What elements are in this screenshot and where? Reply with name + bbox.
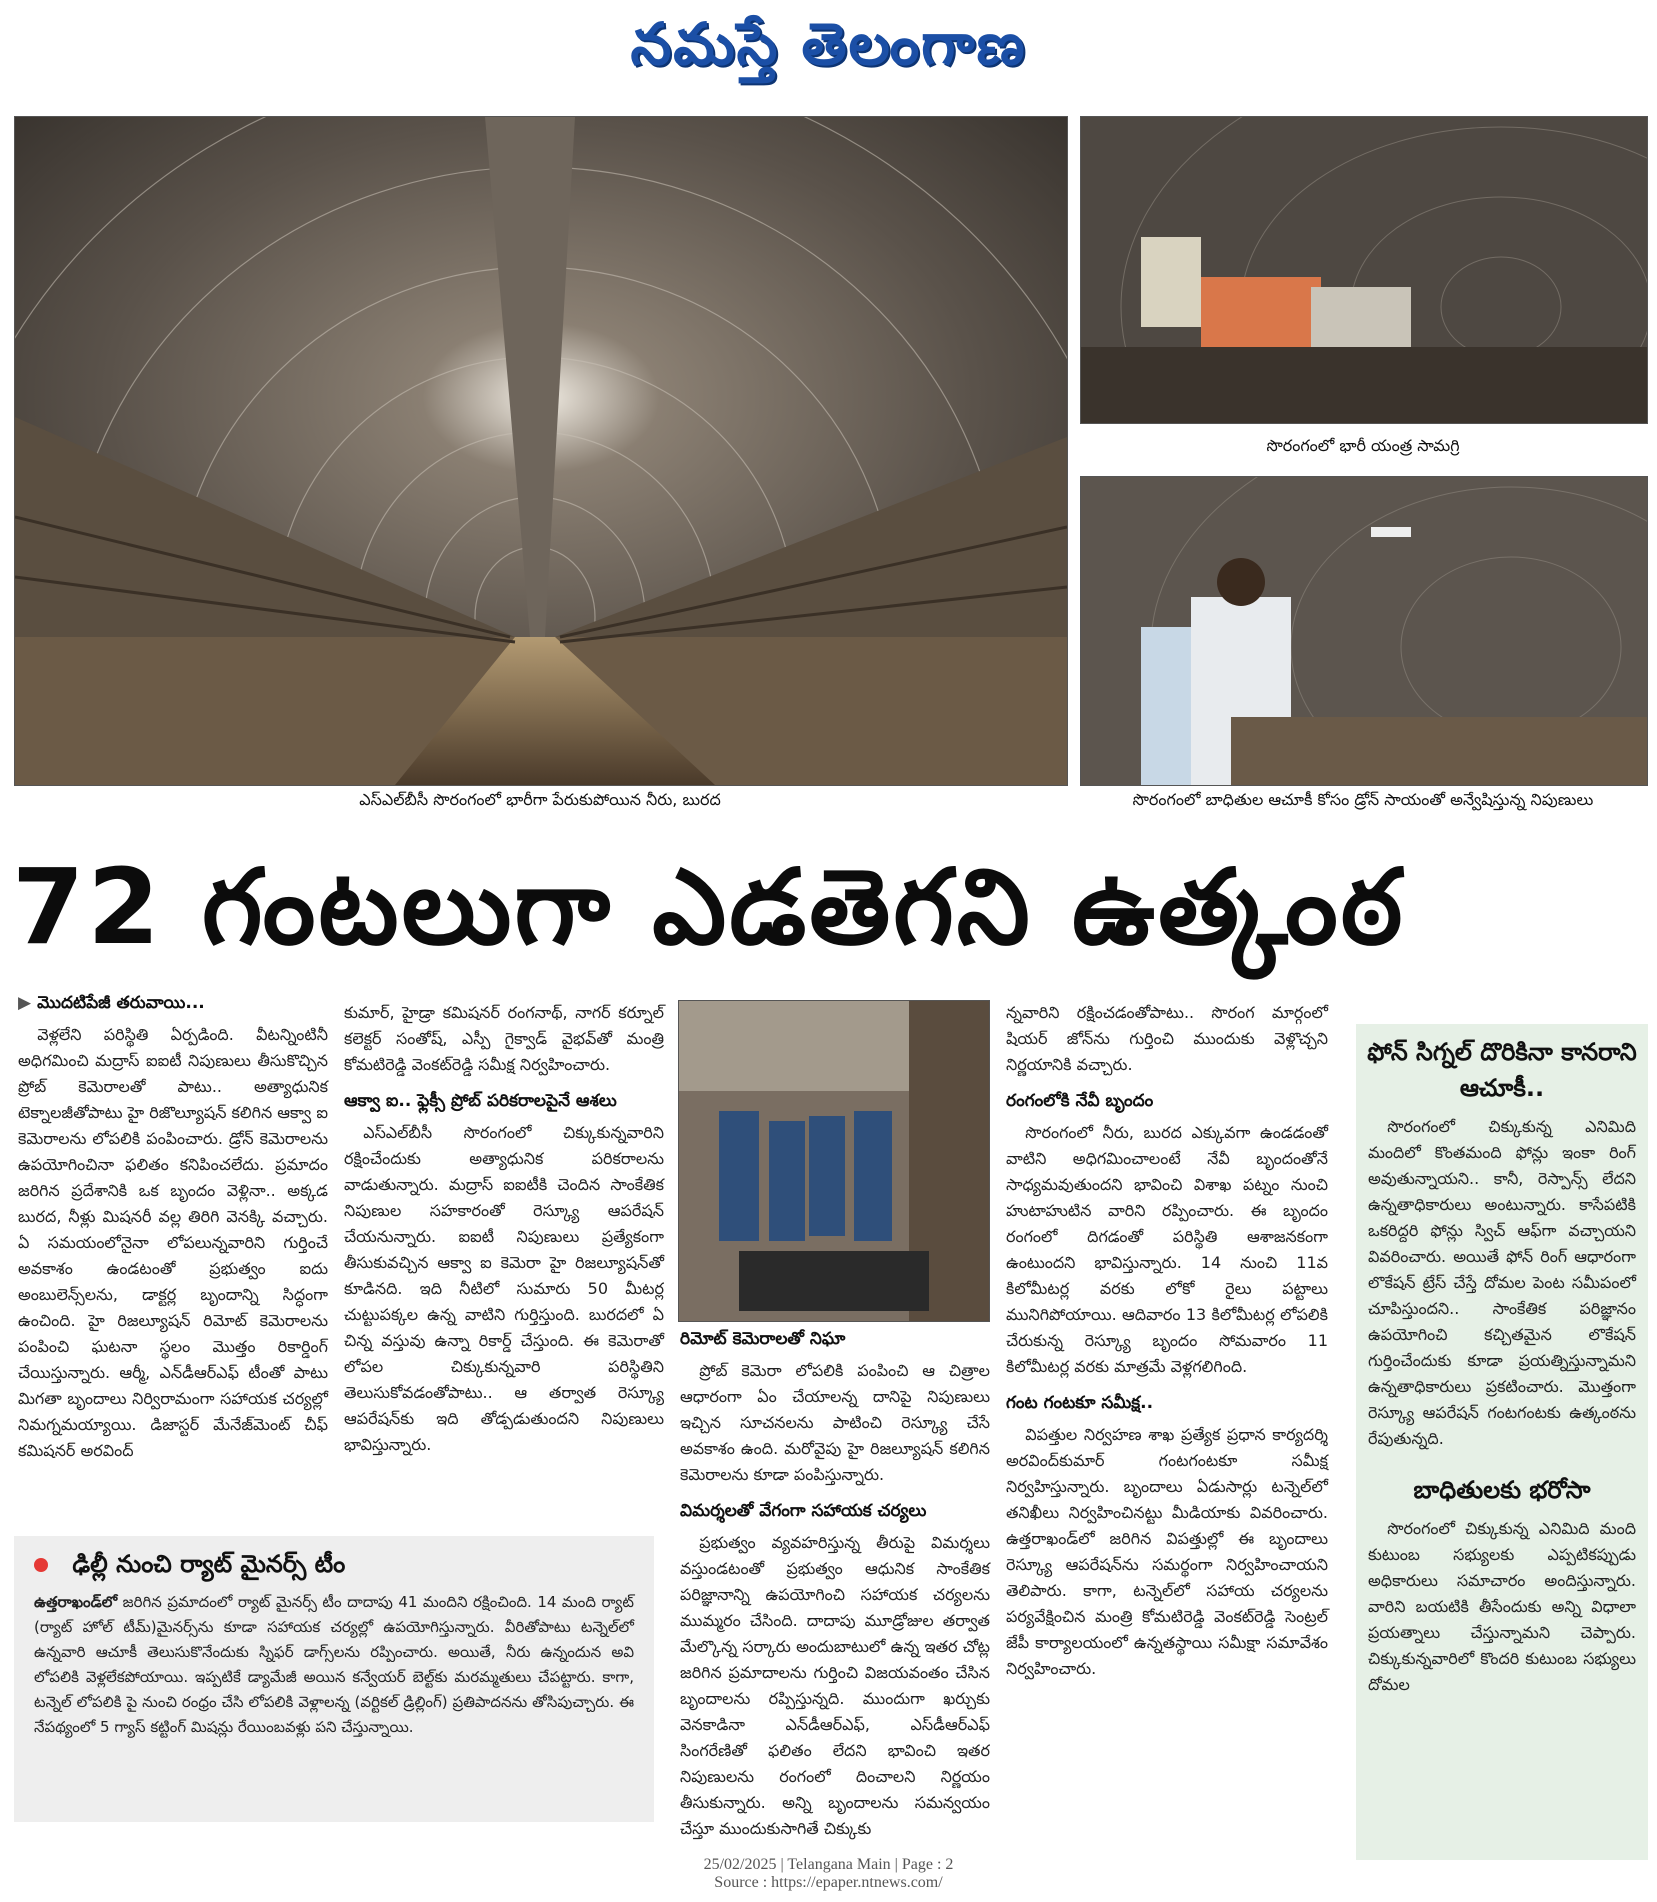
machinery-image (1081, 117, 1647, 423)
footer-source-line: Source : https://epaper.ntnews.com/ (714, 1874, 943, 1891)
column-1-body: వెళ్లలేని పరిస్థితి ఏర్పడింది. వీటన్నింటినీ అధిగమించి మద్రాస్ ఐఐటీ నిపుణులు తీసుకొచ్చిన ప్రోబ్ కెమెరాలతో పాటు.. అత్యాధునిక టెక్నాలజీతోపాటు హై రిజొల్యూషన్ కలిగిన ఆక్వా ఐ కెమెరాలను లోపలికి పంపించారు. డ్రోన్ కెమెరాలను ఉపయోగించినా ఫలితం కనిపించలేదు. ప్రమాదం జరిగిన ప్రదేశానికి ఒక బృందం వెళ్లినా.. అక్కడ బురద, నీళ్లు మిషనరీ వల్ల తిరిగి వెనక్కి వచ్చారు. ఏ సమయంలోనైనా లోపలున్నవారిని గుర్తించే అవకాశం ఉండటంతో ప్రభుత్వం ఐదు అంబులెన్స్‌లను, డాక్టర్ల బృందాన్ని సిద్ధంగా ఉంచింది. హై రిజల్యూషన్ రిమోట్ కెమెరాలను పంపించి ఘటనా స్థలం మొత్తం రికార్డింగ్ చేయిస్తున్నారు. ఆర్మీ, ఎన్‌డీఆర్ఎఫ్ టీంతో పాటు మిగతా బృందాలు నిర్విరామంగా సహాయక చర్యల్లో నిమగ్నమయ్యాయి. డిజాస్టర్ మేనేజ్‌మెంట్ చీఫ్ కమిషనర్ అరవింద్ (18, 1025, 328, 1460)
column-3-body-1: ప్రోబ్ కెమెరా లోపలికి పంపించి ఆ చిత్రాల ఆధారంగా ఏం చేయాలన్న దానిపై నిపుణులు ఇచ్చిన సూచనలను పాటించి రెస్క్యూ చేసే అవకాశం ఉంది. మరోవైపు హై రిజల్యూషన్ కలిగిన కెమెరాలను కూడా పంపిస్తున్నారు. (680, 1361, 990, 1484)
footer-date-line: 25/02/2025 | Telangana Main | Page : 2 (703, 1856, 954, 1873)
column-4-body-1: న్నవారిని రక్షించడంతోపాటు.. సొరంగ మార్గంలో షియర్ జోన్‌ను గుర్తించి ముందుకు వెళ్లొచ్చని నిర్ణయానికి వచ్చారు. (1006, 1003, 1328, 1074)
column-2-body-2: ఎస్ఎల్‌బీసీ సొరంగంలో చిక్కుకున్నవారిని రక్షించేందుకు అత్యాధునిక పరికరాలను వాడుతున్నారు. మద్రాస్ ఐఐటీకి చెందిన సాంకేతిక నిపుణుల సహకారంతో రెస్క్యూ ఆపరేషన్ చేయనున్నారు. ఐఐటీ నిపుణులు ప్రత్యేకంగా తీసుకువచ్చిన ఆక్వా ఐ కెమెరా హై రిజల్యూషన్‌తో కూడినది. ఇది నీటిలో సుమారు 50 మీటర్ల చుట్టుపక్కల ఉన్న వాటిని గుర్తిస్తుంది. బురదలో ఏ చిన్న వస్తువు ఉన్నా రికార్డ్ చేస్తుంది. ఈ కెమెరాతో లోపల చిక్కుకున్నవారి పరిస్థితిని తెలుసుకోవడంతోపాటు.. ఆ తర్వాత రెస్క్యూ ఆపరేషన్‌కు ఇది తోడ్పడుతుందని నిపుణులు భావిస్తున్నారు. (344, 1123, 664, 1454)
machinery-photo (1080, 116, 1648, 424)
machinery-caption: సొరంగంలో భారీ యంత్ర సామగ్రి (1266, 436, 1460, 455)
masthead (0, 0, 1657, 110)
column-2-subhead: ఆక్వా ఐ.. ఫ్లెక్సీ ప్రోబ్ పరికరాలపైనే ఆశలు (344, 1091, 617, 1111)
rat-miners-headline: ఢిల్లీ నుంచి ర్యాట్ మైనర్స్ టీం (72, 1550, 346, 1578)
column-4-body-2: సొరంగంలో నీరు, బురద ఎక్కువగా ఉండడంతో వాటిని అధిగమించాలంటే నేవీ బృందంతోనే సాధ్యమవుతుందని భావించి విశాఖ పట్నం నుంచి హుటాహుటిన వారిని రప్పించారు. ఈ బృందం రంగంలో దిగడంతో పరిస్థితి ఆశాజనకంగా ఉంటుందని భావిస్తున్నారు. 14 నుంచి 11వ కిలోమీటర్ల వరకు లోకో రైలు పట్టాలు మునిగిపోయాయి. ఆదివారం 13 కిలోమీటర్ల లోపలికి చేరుకున్న రెస్క్యూ బృందం సోమవారం 11 కిలోమీటర్ల వరకు మాత్రమే వెళ్లగలిగింది. (1006, 1123, 1328, 1376)
rescue-team-photo (678, 1000, 990, 1322)
rat-miners-box (14, 1536, 654, 1822)
column-4-body-3: విపత్తుల నిర్వహణ శాఖ ప్రత్యేక ప్రధాన కార్యదర్శి అరవింద్‌కుమార్ గంటగంటకూ సమీక్ష నిర్వహిస్తున్నారు. బృందాలు ఏడుసార్లు టన్నెల్‌లో తనిఖీలు నిర్వహించినట్టు మీడియాకు వివరించారు. ఉత్తరాఖండ్‌లో జరిగిన విపత్తుల్లో ఈ బృందాలు రెస్క్యూ ఆపరేషన్‌ను సమర్థంగా నిర్వహించాయని తెలిపారు. కాగా, టన్నెల్‌లో సహాయ చర్యలను పర్యవేక్షించిన మంత్రి కోమటిరెడ్డి వెంకట్‌రెడ్డి సెంట్రల్ జేపీ కార్యాలయంలో ఉన్నతస్థాయి సమీక్షా సమావేశం నిర్వహించారు. (1006, 1425, 1328, 1678)
bullet-icon (34, 1558, 48, 1572)
rat-miners-head-wrap (14, 1536, 654, 1590)
sidebar-headline-1: ఫోన్ సిగ్నల్ దొరికినా కానరాని ఆచూకీ.. (1367, 1038, 1637, 1102)
masthead-logo-text: నమస్తే తెలంగాణ (630, 10, 1027, 78)
kicker-text: మొదటిపేజీ తరువాయి... (37, 993, 205, 1013)
column-4-subhead-1: రంగంలోకి నేవీ బృందం (1006, 1091, 1154, 1111)
sidebar-body-2: సొరంగంలో చిక్కుకున్న ఎనిమిది మంది కుటుంబ సభ్యులకు ఎప్పటికప్పుడు అధికారులు సమాచారం అందిస్తున్నారు. వారిని బయటికి తీసేందుకు అన్ని విధాలా ప్రయత్నాలు చేస్తున్నామని చెప్పారు. చిక్కుకున్నవారిలో కొందరి కుటుంబ సభ్యులు దోమల (1368, 1519, 1636, 1694)
footer (0, 1856, 1657, 1892)
triangle-icon: ▶ (18, 993, 32, 1013)
main-photo-caption: ఎస్ఎల్‌బీసీ సొరంగంలో భారీగా పేరుకుపోయిన నీరు, బురద (359, 790, 721, 809)
tunnel-image (15, 117, 1067, 785)
drone-photo (1080, 476, 1648, 786)
drone-caption: సొరంగంలో బాధితుల ఆచూకీ కోసం డ్రోన్ సాయంతో అన్వేషిస్తున్న నిపుణులు (1132, 790, 1594, 809)
main-tunnel-photo (14, 116, 1068, 786)
sidebar-body-2-wrap (1356, 1508, 1648, 1706)
rescue-team-image (679, 1001, 989, 1321)
sidebar-body-1: సొరంగంలో చిక్కుకున్న ఎనిమిది మందిలో కొంతమంది ఫోన్లు ఇంకా రింగ్ అవుతున్నాయని.. కానీ, రెస్పాన్స్ లేదని ఉన్నతాధికారులు అంటున్నారు. కాసేపటికి ఒకరిద్దరి ఫోన్లు స్విచ్ ఆఫ్‌గా వచ్చాయని వివరించారు. అయితే ఫోన్ రింగ్ ఆధారంగా లొకేషన్ ట్రేస్ చేస్తే దోమల పెంట సమీపంలో చూపిస్తుందని.. సాంకేతిక పరిజ్ఞానం ఉపయోగించి కచ్చితమైన లొకేషన్ గుర్తించేందుకు కూడా ప్రయత్నిస్తున్నామని ఉన్నతాధికారులు ప్రకటించారు. మొత్తంగా రెస్క్యూ ఆపరేషన్ గంటగంటకు ఉత్కంఠను రేపుతున్నది. (1368, 1117, 1636, 1448)
column-4 (1006, 1000, 1328, 1682)
column-3-subhead-1: రిమోట్ కెమెరాలతో నిఘా (680, 1329, 846, 1349)
rat-miners-lead: ఉత్తరాఖండ్‌లో (34, 1593, 118, 1611)
drone-image (1081, 477, 1647, 785)
sidebar-headline-2: బాధితులకు భరోసా (1413, 1476, 1591, 1504)
column-3-body-2: ప్రభుత్వం వ్యవహరిస్తున్న తీరుపై విమర్శలు వస్తుండటంతో ప్రభుత్వం ఆధునిక సాంకేతిక పరిజ్ఞానాన్ని ఉపయోగించి సహాయక చర్యలను ముమ్మరం చేసింది. దాదాపు మూడ్రోజుల తర్వాత మేల్కొన్న సర్కారు అందుబాటులో ఉన్న ఇతర చోట్ల జరిగిన ప్రమాదాలను గుర్తించి విజయవంతం చేసిన బృందాలను రప్పిస్తున్నది. ముందుగా ఖర్చుకు వెనకాడినా ఎన్‌డీఆర్ఎఫ్, ఎస్‌డీఆర్ఎఫ్ సింగరేణితో ఫలితం లేదని భావించి ఇతర నిపుణులను రంగంలో దించాలని నిర్ణయం తీసుకున్నారు. అన్ని బృందాలను సమన్వయం చేస్తూ ముందుకుసాగితే చిక్కుకు (680, 1533, 990, 1838)
sidebar-box (1356, 1024, 1648, 1860)
column-3-subhead-2: విమర్శలతో వేగంగా సహాయక చర్యలు (680, 1501, 927, 1521)
headline: 72 గంటలుగా ఎడతెగని ఉత్కంఠ (12, 846, 1406, 968)
column-4-subhead-2: గంట గంటకూ సమీక్ష.. (1006, 1393, 1154, 1413)
column-2-body-1: కుమార్, హైడ్రా కమిషనర్ రంగనాథ్, నాగర్ కర్నూల్ కలెక్టర్ సంతోష్, ఎస్పీ గైక్వాడ్ వైభవ్‌తో మంత్రి కోమటిరెడ్డి వెంకట్‌రెడ్డి సమీక్ష నిర్వహించారు. (344, 1003, 664, 1074)
sidebar-body-1-wrap (1356, 1106, 1648, 1452)
rat-miners-body-wrap (14, 1590, 654, 1810)
rat-miners-body: జరిగిన ప్రమాదంలో ర్యాట్ మైనర్స్ టీం దాదాపు 41 మందిని రక్షించింది. 14 మంది ర్యాట్ (ర్యాట్ హోల్ టీమ్)మైనర్స్‌ను కూడా సహాయక చర్యల్లో ఉపయోగిస్తున్నారు. వీరితోపాటు టన్నెల్‌లో ఉన్నవారి ఆచూకీ తెలుసుకొనేందుకు స్నిఫర్ డాగ్స్‌లను రప్పించారు. అయితే, నీరు ఉన్నందున అవి లోపలికి వెళ్లలేకపోయాయి. ఇప్పటికే డ్యామేజీ అయిన కన్వేయర్ బెల్ట్‌కు మరమ్మతులు చేపట్టారు. కాగా, టన్నెల్ లోపలికి పై నుంచి రంధ్రం చేసి లోపలికి వెళ్లాలన్న (వర్టికల్ డ్రిల్లింగ్) ప్రతిపాదనను తోసిపుచ్చారు. ఈ నేపథ్యంలో 5 గ్యాస్ కట్టింగ్ మిషన్లు రేయింబవళ్లు పని చేస్తున్నాయి. (34, 1593, 634, 1736)
column-3 (680, 1326, 990, 1842)
column-1 (18, 990, 328, 1464)
column-2 (344, 1000, 664, 1458)
continuation-kicker (18, 990, 328, 1016)
